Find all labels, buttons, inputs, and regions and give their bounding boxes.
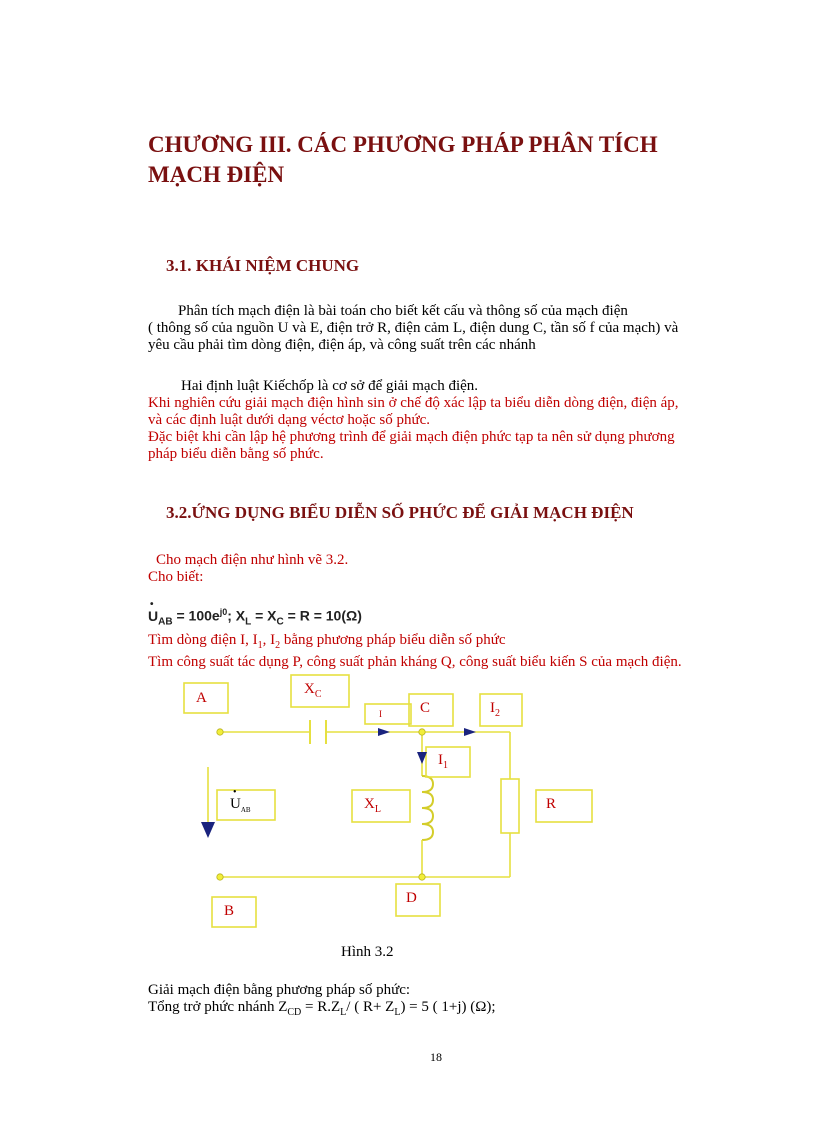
formula-part: = 100e: [172, 607, 220, 624]
formula-part: = X: [251, 607, 277, 624]
formula-part: C: [276, 616, 284, 628]
formula-part: j0: [219, 607, 228, 617]
label-I1: $I_1$: [438, 752, 448, 771]
u-phasor: • U: [148, 598, 159, 624]
paragraph-line: Hai định luật Kiếchốp là cơ sở để giải mạch điện.: [181, 378, 479, 394]
task-part: Tìm dòng điện I, I: [148, 632, 258, 648]
given-line: Cho mạch điện như hình vẽ 3.2.: [156, 552, 349, 568]
label-I: I: [379, 709, 382, 719]
resistor-body: [501, 779, 519, 833]
label-C: C: [420, 700, 431, 716]
task-text: [148, 632, 748, 671]
section-heading-1: 3.1. KHÁI NIỆM CHUNG: [166, 256, 360, 275]
task-part: bằng phương pháp biểu diễn số phức: [280, 632, 506, 648]
chapter-title-line1: CHƯƠNG III. CÁC PHƯƠNG PHÁP PHÂN TÍCH: [148, 132, 658, 157]
node-B: [217, 874, 223, 880]
paragraph-line: Khi nghiên cứu giải mạch điện hình sin ở chế độ xác lập ta biểu diễn dòng điện, điện áp,: [148, 395, 679, 411]
task-part: , I: [262, 632, 276, 648]
label-XC: $X_C$: [304, 681, 322, 700]
label-R: R: [546, 796, 557, 812]
paragraph-intro: [148, 303, 748, 354]
solution-text: [148, 982, 748, 1021]
paragraph-line: yêu cầu phải tìm dòng điện, điện áp, và công suất trên các nhánh: [148, 337, 536, 353]
arrow-I2: [464, 728, 476, 736]
label-B: B: [224, 903, 235, 919]
label-A: A: [196, 690, 207, 706]
solution-line-2: Tổng trở phức nhánh $Z_{CD} = R.Z_L/$ ( $R+ Z_L) = 5$ ( 1+j) (Ω);: [148, 999, 496, 1018]
paragraph-line: ( thông số của nguồn U và E, điện trở R, điện cảm L, điện dung C, tần số f của mạch) và: [148, 320, 679, 336]
formula-part: ; X: [227, 607, 246, 624]
circuit-figure: [170, 672, 610, 934]
formula-part: AB: [158, 616, 173, 628]
formula-part: = R = 10(Ω): [283, 607, 362, 624]
box-R: [536, 790, 592, 822]
label-I2: $I_2$: [490, 700, 500, 719]
paragraph-line: Phân tích mạch điện là bài toán cho biết kết cấu và thông số của mạch điện: [178, 303, 628, 319]
inductor-coil: [422, 776, 433, 840]
node-A: [217, 729, 223, 735]
task-line-1: [148, 632, 748, 654]
box-XL: [352, 790, 410, 822]
box-I: [365, 704, 411, 724]
paragraph-kirchhoff: [148, 378, 748, 463]
formula-part: U: [148, 607, 159, 624]
given-formula: [148, 598, 362, 628]
box-I1: [426, 747, 470, 777]
node-C: [419, 729, 425, 735]
paragraph-line: pháp biểu diễn bằng số phức.: [148, 446, 324, 462]
given-line: Cho biết:: [148, 569, 204, 585]
section-heading-2: 3.2.ỨNG DỤNG BIỂU DIỄN SỐ PHỨC ĐỂ GIẢI MẠCH ĐIỆN: [166, 503, 634, 522]
formula-part: L: [245, 616, 252, 628]
box-I2: [480, 694, 522, 726]
chapter-title: [148, 130, 748, 190]
label-UAB: • $U_{AB}$: [230, 787, 251, 814]
paragraph-line: và các định luật dưới dạng véctơ hoặc số phức.: [148, 412, 431, 428]
solution-line-1: Giải mạch điện bằng phương pháp số phức:: [148, 982, 411, 998]
paragraph-line: Đặc biệt khi cần lập hệ phương trình để giải mạch điện phức tạp ta nên sử dụng phương: [148, 429, 675, 445]
task-part: 2: [275, 640, 281, 651]
label-D: D: [406, 890, 417, 906]
task-line-2: Tìm công suất tác dụng P, công suất phản kháng Q, công suất biểu kiến S của mạch điện.: [148, 654, 682, 670]
box-C: [409, 694, 453, 726]
box-D: [396, 884, 440, 916]
arrow-UAB: [201, 822, 215, 838]
figure-caption: Hình 3.2: [341, 944, 394, 960]
arrow-I: [378, 728, 390, 736]
node-D: [419, 874, 425, 880]
page-number: 18: [430, 1050, 442, 1064]
task-part: 1: [257, 640, 263, 651]
chapter-title-line2: MẠCH ĐIỆN: [148, 162, 285, 187]
label-XL: $X_L$: [364, 796, 381, 815]
given-intro: [148, 552, 748, 586]
